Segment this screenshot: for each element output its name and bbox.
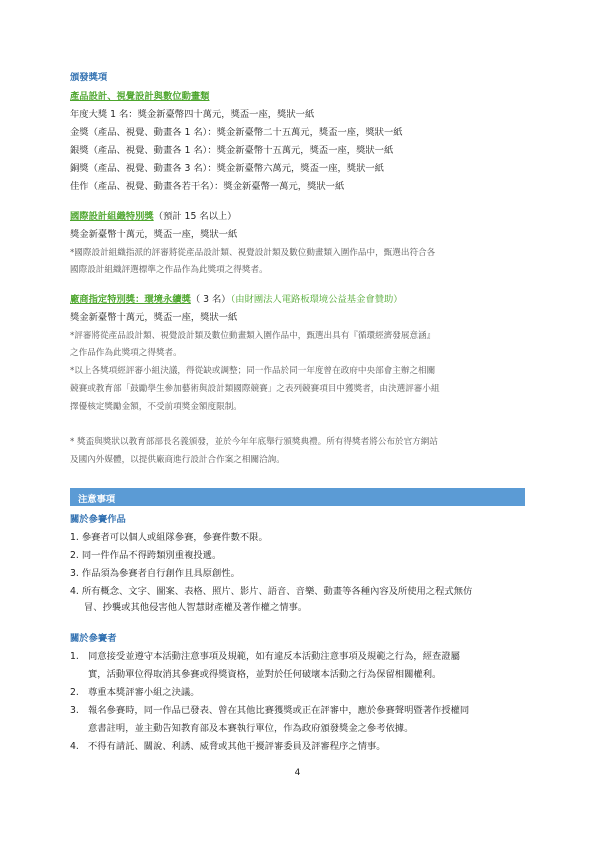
works-item-4-cont: 冒、抄襲或其他侵害他人智慧財產權及著作權之情事。 xyxy=(84,602,308,613)
vendor-award-title: 廠商指定特別獎：環境永續獎 xyxy=(70,294,191,305)
intl-award-title: 國際設計組織特別獎 xyxy=(70,211,154,222)
entrant-item-4-num: 4. xyxy=(70,741,79,752)
award-silver: 銀獎（產品、視覺、動畫各 1 名）：獎金新臺幣十五萬元，獎盃一座，獎狀一紙 xyxy=(70,145,394,156)
vendor-award-note-1: *評審將從產品設計類、視覺設計類及數位動畫類入圍作品中，甄選出具有『循環經濟發展意涵』 xyxy=(70,331,436,341)
entrant-item-1-line-2: 實，活動單位得取消其參賽或得獎資格，並對於任何破壞本活動之行為保留相關權利。 xyxy=(88,669,442,680)
award-honorable: 佳作（產品、視覺、動畫各若干名）：獎金新臺幣一萬元，獎狀一紙 xyxy=(70,181,345,192)
entrant-item-2-line-1: 尊重本獎評審小組之決議。 xyxy=(88,687,200,698)
vendor-award-heading xyxy=(70,294,403,306)
entrant-item-1-num: 1. xyxy=(70,651,79,662)
intl-award-note-2: 國際設計組織評選標準之作品作為此獎項之得獎者。 xyxy=(70,265,268,275)
vendor-award-note-3: *以上各獎項經評審小組決議，得從缺或調整；同一作品於同一年度曾在政府中央部會主辦之相關 xyxy=(70,366,436,376)
vendor-award-note-5: 擇優核定獎勵金額，不受前項獎金額度限制。 xyxy=(70,402,242,412)
product-awards-title: 產品設計、視覺設計與數位動畫類 xyxy=(70,91,210,102)
entrant-item-4-line-1: 不得有請託、關說、利誘、威脅或其他干擾評審委員及評審程序之情事。 xyxy=(88,741,386,752)
vendor-award-note-2: 之作品作為此獎項之得獎者。 xyxy=(70,348,182,358)
vendor-award-prize: 獎金新臺幣十萬元，獎盃一座，獎狀一紙 xyxy=(70,312,238,323)
notice-section-title: 注意事項 xyxy=(78,494,116,505)
award-gold: 金獎（產品、視覺、動畫各 1 名）：獎金新臺幣二十五萬元，獎盃一座，獎狀一紙 xyxy=(70,127,403,138)
final-note-1: * 獎盃與獎狀以教育部部長名義頒發，並於今年年底舉行頒獎典禮。所有得獎者將公布於官方網站 xyxy=(70,437,438,447)
notice-section-bar xyxy=(70,488,525,506)
vendor-award-sponsor: （由財團法人電路板環境公益基金會贊助） xyxy=(230,294,403,305)
entrant-item-3-num: 3. xyxy=(70,705,79,716)
entrant-item-2-num: 2. xyxy=(70,687,79,698)
awards-heading: 頒發獎項 xyxy=(70,72,108,83)
page-number: 4 xyxy=(294,768,301,778)
award-bronze: 銅獎（產品、視覺、動畫各 3 名）：獎金新臺幣六萬元，獎盃一座，獎狀一紙 xyxy=(70,163,384,174)
award-grand-prize: 年度大獎 1 名：獎金新臺幣四十萬元，獎盃一座，獎狀一紙 xyxy=(70,109,315,120)
final-note-2: 及國內外媒體，以提供廠商進行設計合作案之相關洽詢。 xyxy=(70,455,285,465)
intl-award-prize: 獎金新臺幣十萬元，獎盃一座，獎狀一紙 xyxy=(70,229,238,240)
intl-award-count: （預計 15 名以上） xyxy=(153,211,237,222)
entrant-item-3-line-2: 意書註明，並主動告知教育部及本賽執行單位，作為政府頒發獎金之參考依據。 xyxy=(88,723,414,734)
works-item-1: 1. 參賽者可以個人或組隊參賽，參賽件數不限。 xyxy=(70,532,268,543)
vendor-award-note-4: 競賽或教育部「鼓勵學生參加藝術與設計類國際競賽」之表列競賽項目中獲獎者，由決選評審小組 xyxy=(70,384,440,394)
works-heading: 關於參賽作品 xyxy=(70,514,126,525)
entrant-item-1-line-1: 同意接受並遵守本活動注意事項及規範，如有違反本活動注意事項及規範之行為，經查證屬 xyxy=(88,651,460,662)
works-item-4: 4. 所有概念、文字、圖案、表格、照片、影片、語音、音樂、動畫等各種內容及所使用之程式無仿 xyxy=(70,586,473,597)
intl-award-heading xyxy=(70,211,237,223)
works-item-2: 2. 同一件作品不得跨類別重複投遞。 xyxy=(70,550,222,561)
vendor-award-count: （ 3 名） xyxy=(190,294,231,305)
entrant-item-3-line-1: 報名參賽時，同一作品已發表、曾在其他比賽獲獎或正在評審中，應於參賽聲明暨著作授權同 xyxy=(88,705,470,716)
intl-award-note-1: *國際設計組織指派的評審將從產品設計類、視覺設計類及數位動畫類入圍作品中，甄選出符合各 xyxy=(70,248,436,258)
entrant-heading: 關於參賽者 xyxy=(70,633,117,644)
works-item-3: 3. 作品須為參賽者自行創作且具原創性。 xyxy=(70,568,240,579)
